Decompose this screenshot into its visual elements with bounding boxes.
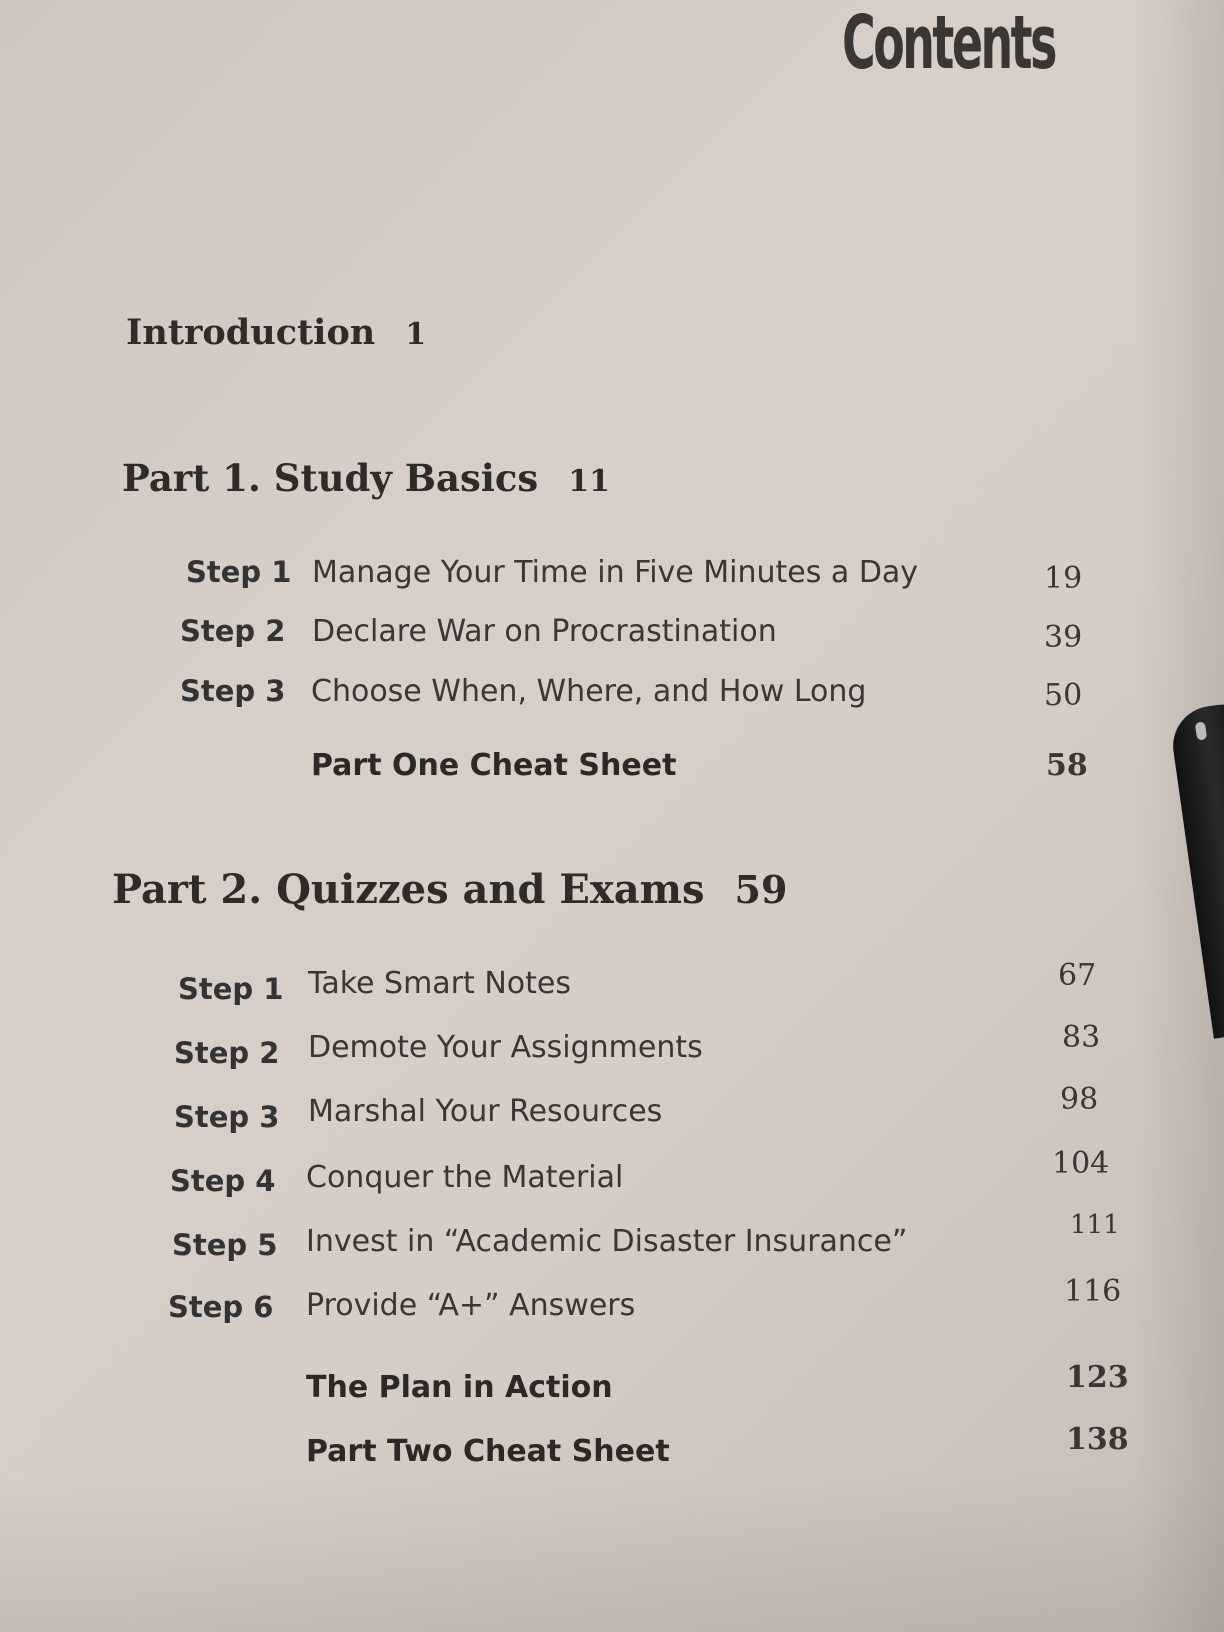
entry-page: 58	[1046, 748, 1088, 783]
toc-entry-part2-step6	[0, 1274, 1224, 1332]
part2-label: Part 2. Quizzes and Exams	[112, 866, 705, 913]
step-label: Step 3	[180, 674, 286, 708]
part1-heading	[122, 456, 610, 500]
part2-heading	[112, 866, 787, 913]
part1-label: Part 1. Study Basics	[122, 456, 539, 500]
entry-title: The Plan in Action	[306, 1370, 613, 1405]
step-label: Step 1	[186, 555, 292, 589]
entry-title: Choose When, Where, and How Long	[311, 674, 867, 709]
part1-page: 11	[568, 464, 610, 499]
entry-page: 19	[1044, 561, 1083, 596]
page-bottom-shadow	[0, 1472, 1224, 1632]
introduction-heading	[126, 312, 426, 353]
entry-title: Marshal Your Resources	[308, 1094, 663, 1129]
entry-page: 104	[1052, 1146, 1110, 1181]
entry-title: Part One Cheat Sheet	[311, 748, 677, 783]
entry-page: 138	[1066, 1422, 1129, 1457]
step-label: Step 5	[172, 1228, 278, 1262]
entry-title: Manage Your Time in Five Minutes a Day	[312, 555, 919, 590]
entry-title: Part Two Cheat Sheet	[306, 1434, 670, 1469]
entry-page: 116	[1064, 1274, 1122, 1309]
entry-title: Declare War on Procrastination	[312, 614, 777, 649]
introduction-label: Introduction	[126, 312, 376, 353]
step-label: Step 4	[170, 1164, 276, 1198]
entry-page: 123	[1066, 1360, 1129, 1395]
step-label: Step 2	[174, 1036, 280, 1070]
entry-page: 83	[1062, 1020, 1101, 1055]
toc-entry-part2-plan	[0, 1360, 1224, 1414]
page-title: Contents	[842, 0, 1055, 86]
part2-page: 59	[734, 867, 788, 912]
toc-entry-part2-step1	[0, 958, 1224, 1010]
entry-page: 67	[1058, 958, 1097, 993]
entry-title: Provide “A+” Answers	[306, 1288, 636, 1323]
toc-entry-part1-step3	[0, 674, 1224, 718]
step-label: Step 1	[178, 972, 284, 1006]
step-label: Step 3	[174, 1100, 280, 1134]
toc-entry-part1-step1	[0, 555, 1224, 599]
toc-entry-part2-step5	[0, 1210, 1224, 1268]
entry-page: 50	[1044, 678, 1083, 713]
entry-page: 98	[1060, 1082, 1099, 1117]
toc-entry-part2-step2	[0, 1020, 1224, 1074]
toc-entry-part1-step2	[0, 614, 1224, 658]
entry-page: 39	[1044, 620, 1083, 655]
toc-entry-part2-step4	[0, 1146, 1224, 1204]
step-label: Step 2	[180, 614, 286, 648]
entry-page: 111	[1070, 1210, 1120, 1240]
entry-title: Conquer the Material	[306, 1160, 624, 1195]
toc-entry-part1-cheatsheet	[0, 748, 1224, 792]
toc-entry-part2-step3	[0, 1082, 1224, 1138]
introduction-page: 1	[405, 317, 427, 352]
step-label: Step 6	[168, 1290, 274, 1324]
entry-title: Invest in “Academic Disaster Insurance”	[306, 1224, 908, 1259]
entry-title: Take Smart Notes	[308, 966, 571, 1001]
entry-title: Demote Your Assignments	[308, 1030, 703, 1065]
